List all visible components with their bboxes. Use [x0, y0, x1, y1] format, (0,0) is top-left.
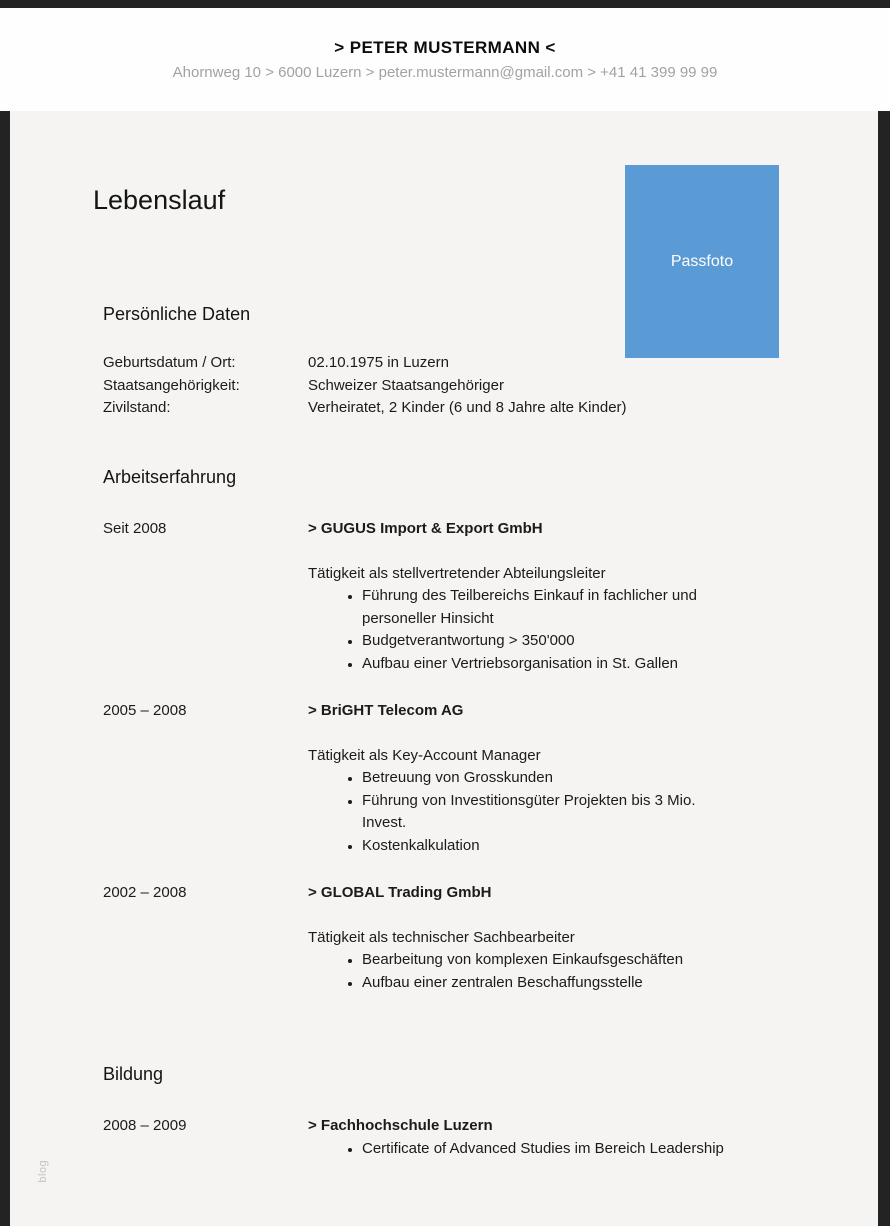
personal-row-nationality	[103, 375, 738, 398]
section-education	[10, 1063, 878, 1160]
entry-role: Tätigkeit als stellvertretender Abteilungsleiter	[308, 564, 606, 582]
experience-entry	[103, 700, 738, 857]
contact-line: Ahornweg 10 > 6000 Luzern > peter.mustermann@gmail.com > +41 41 399 99 99	[172, 64, 718, 81]
entry-company: > GUGUS Import & Export GmbH	[308, 520, 543, 538]
bullet-item: • Bearbeitung von komplexen Einkaufsgeschäften	[362, 949, 738, 972]
row-label: Geburtsdatum / Ort:	[103, 354, 236, 372]
section-heading-experience: Arbeitserfahrung	[103, 466, 237, 487]
entry-details	[308, 518, 738, 675]
document-body	[10, 111, 878, 1226]
row-label: Zivilstand:	[103, 399, 171, 417]
bullet-item: • Budgetverantwortung > 350'000	[362, 630, 738, 653]
entry-company: > BriGHT Telecom AG	[308, 702, 464, 720]
bullet-item: • Aufbau einer Vertriebsorganisation in St. Gallen	[362, 653, 738, 676]
bullet-item: • Führung von Investitionsgüter Projekten bis 3 Mio. Invest.	[362, 790, 738, 835]
entry-role: Tätigkeit als Key-Account Manager	[308, 746, 541, 764]
personal-data-rows	[103, 352, 738, 420]
entry-period: 2002 – 2008	[103, 884, 187, 902]
entry-details	[308, 882, 738, 994]
bullet-item: • Certificate of Advanced Studies im Bereich Leadership	[362, 1138, 738, 1161]
row-value: Verheiratet, 2 Kinder (6 und 8 Jahre alte Kinder)	[308, 399, 627, 417]
entry-bullets	[308, 1138, 738, 1161]
entry-details	[308, 1115, 738, 1160]
bullet-item: • Führung des Teilbereichs Einkauf in fachlicher und personeller Hinsicht	[362, 585, 738, 630]
row-label: Staatsangehörigkeit:	[103, 376, 240, 394]
entry-period: 2008 – 2009	[103, 1117, 187, 1135]
section-heading-education: Bildung	[103, 1064, 164, 1085]
photo-placeholder-label: Passfoto	[670, 252, 734, 270]
photo-placeholder	[625, 165, 779, 358]
row-value: 02.10.1975 in Luzern	[308, 354, 449, 372]
row-value: Schweizer Staatsangehöriger	[308, 376, 504, 394]
watermark: blog	[37, 1159, 50, 1183]
section-heading-personal: Persönliche Daten	[103, 304, 251, 325]
bullet-item: • Kostenkalkulation	[362, 835, 738, 858]
entry-period: Seit 2008	[103, 520, 167, 538]
entry-bullets	[308, 585, 738, 675]
document-header	[0, 8, 890, 111]
bullet-item: • Betreuung von Grosskunden	[362, 767, 738, 790]
entry-details	[308, 700, 738, 857]
section-experience	[10, 466, 878, 995]
entry-bullets	[308, 949, 738, 994]
entry-school: > Fachhochschule Luzern	[308, 1117, 493, 1135]
page-title: Lebenslauf	[93, 185, 226, 215]
entry-role: Tätigkeit als technischer Sachbearbeiter	[308, 928, 575, 946]
experience-entry	[103, 518, 738, 675]
entry-bullets	[308, 767, 738, 857]
education-entry	[103, 1115, 738, 1160]
person-name: > PETER MUSTERMANN <	[334, 38, 556, 57]
bullet-item: • Aufbau einer zentralen Beschaffungsstelle	[362, 972, 738, 995]
entry-period: 2005 – 2008	[103, 702, 187, 720]
personal-row-marital-status	[103, 397, 738, 420]
experience-entry	[103, 882, 738, 994]
entry-company: > GLOBAL Trading GmbH	[308, 884, 492, 902]
